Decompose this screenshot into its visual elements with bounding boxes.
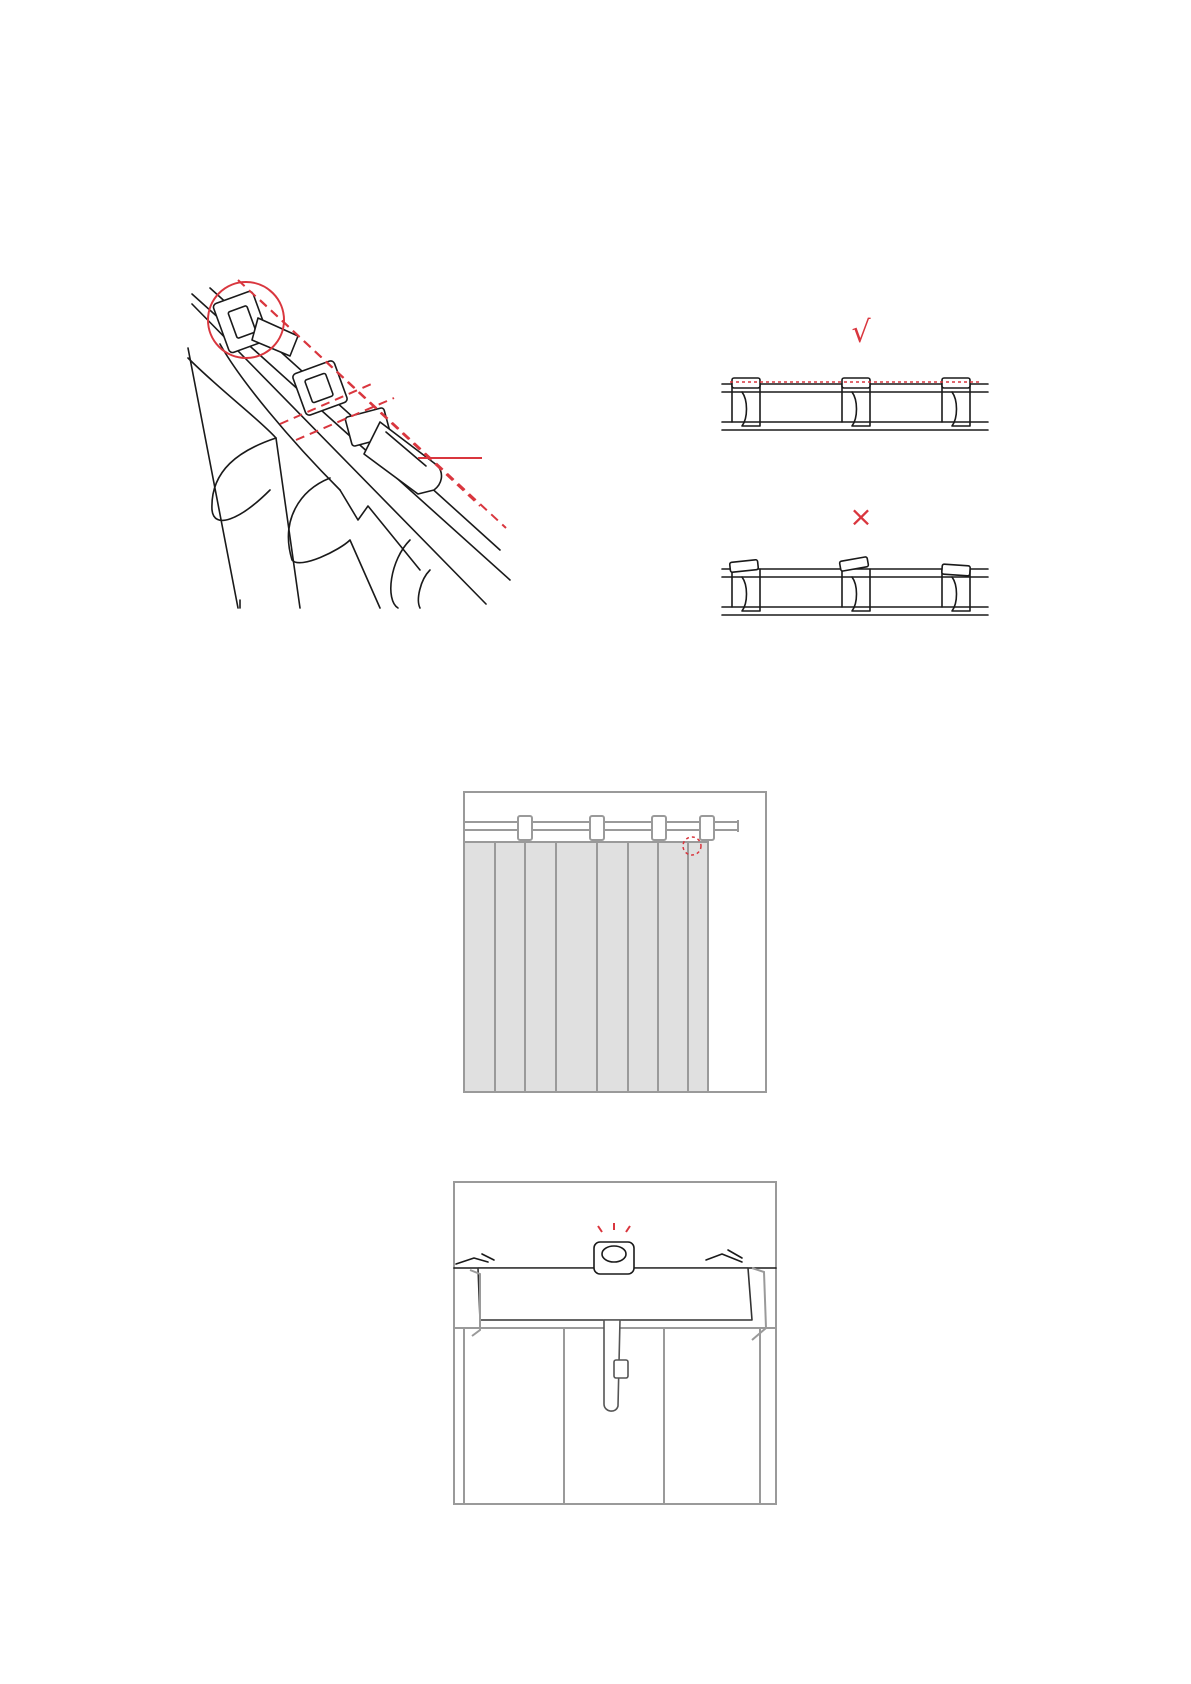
hooks-misaligned-illustration: [720, 555, 990, 625]
hooks-aligned-illustration: [720, 370, 990, 440]
motor-install-illustration: [452, 1180, 778, 1506]
correct-check-mark: √: [851, 315, 871, 350]
incorrect-cross-mark: ×: [849, 500, 873, 533]
hook-closeup-illustration: [180, 270, 520, 610]
curtain-front-illustration: [462, 790, 768, 1096]
